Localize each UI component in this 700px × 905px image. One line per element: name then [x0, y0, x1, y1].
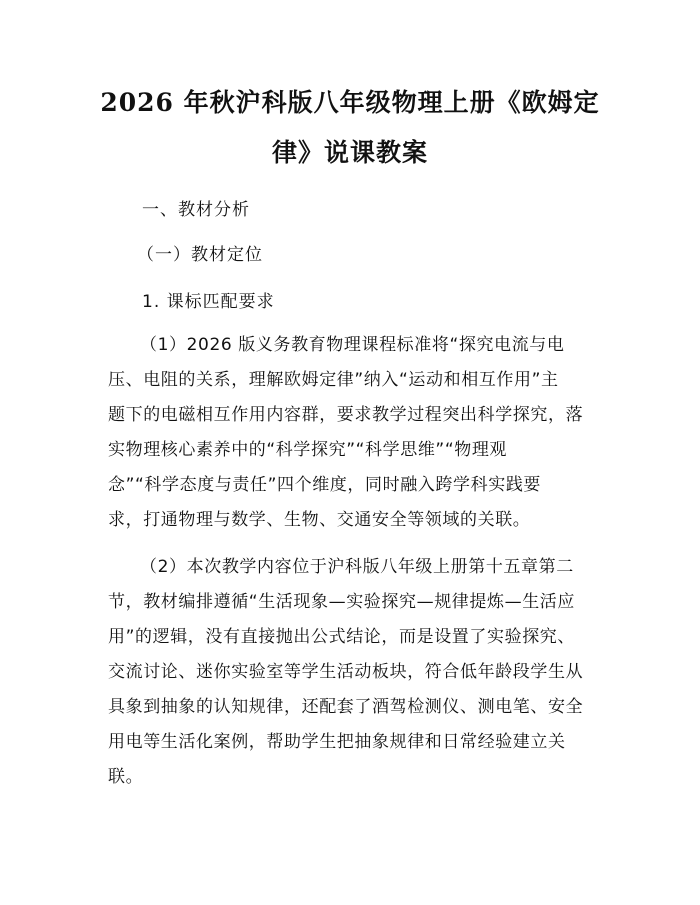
- paragraph-line: （1）2026 版义务教育物理课程标准将“探究电流与电: [140, 335, 565, 355]
- paragraph-line: 用”的逻辑，没有直接抛出公式结论，而是设置了实验探究、: [108, 627, 576, 647]
- paragraph-line: 题下的电磁相互作用内容群，要求教学过程突出科学探究，落: [108, 405, 584, 425]
- section-heading-textbook-analysis: 一、教材分析: [142, 200, 250, 220]
- paragraph-line: 具象到抽象的认知规律，还配套了酒驾检测仪、测电笔、安全: [108, 697, 584, 717]
- paragraph-line: 求，打通物理与数学、生物、交通安全等领域的关联。: [108, 510, 531, 530]
- document-title-line-1: 2026 年秋沪科版八年级物理上册《欧姆定: [100, 88, 600, 117]
- item-heading-curriculum-match: 1. 课标匹配要求: [142, 292, 275, 312]
- paragraph-line: 实物理核心素养中的“科学探究”“科学思维”“物理观: [108, 440, 508, 460]
- subsection-heading-textbook-position: （一）教材定位: [137, 245, 263, 265]
- paragraph-line: 念”“科学态度与责任”四个维度，同时融入跨学科实践要: [108, 475, 542, 495]
- paragraph-line: （2）本次教学内容位于沪科版八年级上册第十五章第二: [140, 557, 574, 577]
- paragraph-line: 压、电阻的关系，理解欧姆定律”纳入“运动和相互作用”主: [108, 370, 559, 390]
- paragraph-line: 交流讨论、迷你实验室等学生活动板块，符合低年龄段学生从: [108, 662, 584, 682]
- document-title-line-2: 律》说课教案: [271, 138, 428, 167]
- paragraph-line: 用电等生活化案例，帮助学生把抽象规律和日常经验建立关: [108, 732, 566, 752]
- paragraph-line: 联。: [108, 767, 144, 787]
- paragraph-line: 节，教材编排遵循“生活现象—实验探究—规律提炼—生活应: [108, 592, 576, 612]
